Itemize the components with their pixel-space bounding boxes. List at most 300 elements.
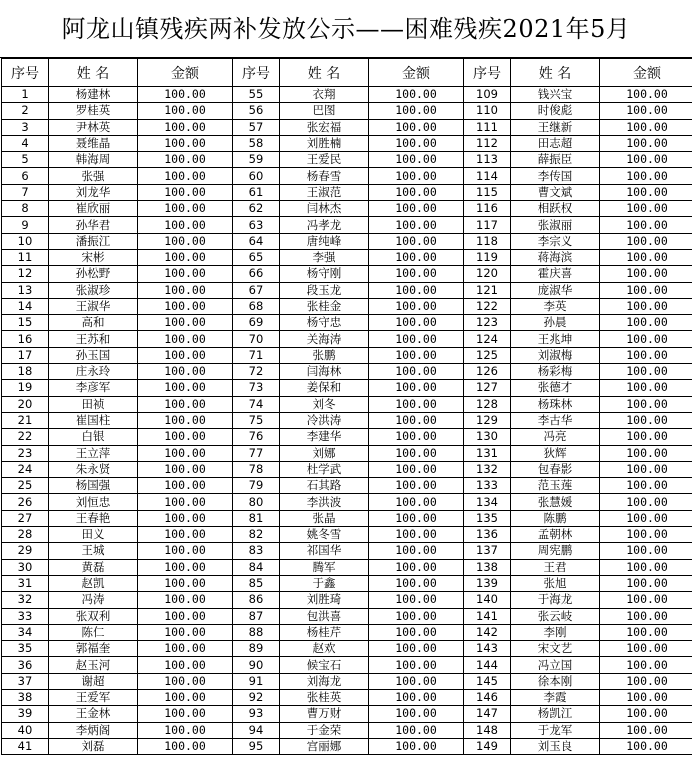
name-cell: 李洪波: [280, 494, 369, 510]
name-cell: 刘胜琦: [280, 592, 369, 608]
amount-cell: 100.00: [369, 380, 464, 396]
seq-cell: 88: [233, 624, 280, 640]
seq-cell: 38: [2, 689, 49, 705]
amount-cell: 100.00: [138, 494, 233, 510]
amount-cell: 100.00: [369, 103, 464, 119]
seq-cell: 110: [464, 103, 511, 119]
name-cell: 王春艳: [49, 510, 138, 526]
table-row: [2, 461, 692, 477]
seq-cell: 124: [464, 331, 511, 347]
amount-cell: 100.00: [369, 641, 464, 657]
amount-cell: 100.00: [138, 412, 233, 428]
name-cell: 曹文斌: [511, 184, 600, 200]
amount-cell: 100.00: [369, 461, 464, 477]
table-row: [2, 266, 692, 282]
amount-cell: 100.00: [138, 510, 233, 526]
amount-cell: 100.00: [138, 738, 233, 754]
name-cell: 赵玉河: [49, 657, 138, 673]
name-cell: 蒋海滨: [511, 249, 600, 265]
table-row: [2, 347, 692, 363]
seq-cell: 11: [2, 249, 49, 265]
seq-cell: 75: [233, 412, 280, 428]
amount-cell: 100.00: [369, 217, 464, 233]
name-cell: 张德才: [511, 380, 600, 396]
amount-cell: 100.00: [369, 478, 464, 494]
amount-cell: 100.00: [600, 396, 692, 412]
table-row: [2, 103, 692, 119]
table-row: [2, 673, 692, 689]
seq-cell: 147: [464, 706, 511, 722]
name-cell: 王爱军: [49, 689, 138, 705]
amount-cell: 100.00: [600, 738, 692, 754]
seq-cell: 73: [233, 380, 280, 396]
amount-cell: 100.00: [138, 657, 233, 673]
name-cell: 刘龙华: [49, 184, 138, 200]
amount-cell: 100.00: [138, 249, 233, 265]
table-row: [2, 135, 692, 151]
seq-cell: 93: [233, 706, 280, 722]
amount-cell: 100.00: [600, 135, 692, 151]
name-cell: 张慧媛: [511, 494, 600, 510]
amount-cell: 100.00: [138, 706, 233, 722]
table-row: [2, 396, 692, 412]
name-cell: 张宏福: [280, 119, 369, 135]
seq-cell: 14: [2, 298, 49, 314]
name-cell: 张淑珍: [49, 282, 138, 298]
name-cell: 杜学武: [280, 461, 369, 477]
page-title: 阿龙山镇残疾两补发放公示——困难残疾2021年5月: [0, 0, 692, 58]
amount-cell: 100.00: [369, 429, 464, 445]
table-row: [2, 510, 692, 526]
amount-cell: 100.00: [369, 119, 464, 135]
seq-cell: 142: [464, 624, 511, 640]
seq-cell: 79: [233, 478, 280, 494]
amount-cell: 100.00: [369, 315, 464, 331]
name-cell: 张桂金: [280, 298, 369, 314]
seq-cell: 140: [464, 592, 511, 608]
seq-cell: 112: [464, 135, 511, 151]
seq-cell: 86: [233, 592, 280, 608]
amount-cell: 100.00: [369, 87, 464, 103]
seq-cell: 25: [2, 478, 49, 494]
amount-cell: 100.00: [600, 233, 692, 249]
name-cell: 孙晨: [511, 315, 600, 331]
table-row: [2, 87, 692, 103]
seq-cell: 87: [233, 608, 280, 624]
amount-cell: 100.00: [138, 87, 233, 103]
name-cell: 刘磊: [49, 738, 138, 754]
name-cell: 于金荣: [280, 722, 369, 738]
seq-cell: 20: [2, 396, 49, 412]
amount-cell: 100.00: [600, 689, 692, 705]
header-name: 姓 名: [49, 59, 138, 87]
seq-cell: 60: [233, 168, 280, 184]
table-row: [2, 412, 692, 428]
name-cell: 孙玉国: [49, 347, 138, 363]
table-row: [2, 282, 692, 298]
header-name: 姓 名: [280, 59, 369, 87]
amount-cell: 100.00: [600, 722, 692, 738]
amount-cell: 100.00: [369, 282, 464, 298]
name-cell: 曹万财: [280, 706, 369, 722]
seq-cell: 68: [233, 298, 280, 314]
name-cell: 王爱民: [280, 152, 369, 168]
name-cell: 聂维晶: [49, 135, 138, 151]
amount-cell: 100.00: [600, 282, 692, 298]
seq-cell: 70: [233, 331, 280, 347]
name-cell: 狄辉: [511, 445, 600, 461]
name-cell: 薛振臣: [511, 152, 600, 168]
amount-cell: 100.00: [138, 282, 233, 298]
seq-cell: 33: [2, 608, 49, 624]
amount-cell: 100.00: [600, 527, 692, 543]
amount-cell: 100.00: [138, 445, 233, 461]
name-cell: 霍庆喜: [511, 266, 600, 282]
amount-cell: 100.00: [138, 347, 233, 363]
name-cell: 陈鹏: [511, 510, 600, 526]
seq-cell: 127: [464, 380, 511, 396]
seq-cell: 62: [233, 201, 280, 217]
amount-cell: 100.00: [369, 168, 464, 184]
name-cell: 候宝石: [280, 657, 369, 673]
seq-cell: 22: [2, 429, 49, 445]
amount-cell: 100.00: [369, 527, 464, 543]
name-cell: 王君: [511, 559, 600, 575]
name-cell: 朱永贤: [49, 461, 138, 477]
table-row: [2, 233, 692, 249]
name-cell: 庄永玲: [49, 364, 138, 380]
seq-cell: 115: [464, 184, 511, 200]
amount-cell: 100.00: [600, 87, 692, 103]
amount-cell: 100.00: [600, 543, 692, 559]
name-cell: 段玉龙: [280, 282, 369, 298]
name-cell: 周宪鹏: [511, 543, 600, 559]
seq-cell: 111: [464, 119, 511, 135]
amount-cell: 100.00: [369, 543, 464, 559]
amount-cell: 100.00: [600, 592, 692, 608]
seq-cell: 13: [2, 282, 49, 298]
name-cell: 刘胜楠: [280, 135, 369, 151]
name-cell: 张晶: [280, 510, 369, 526]
amount-cell: 100.00: [600, 641, 692, 657]
name-cell: 崔国柱: [49, 412, 138, 428]
name-cell: 崔欣丽: [49, 201, 138, 217]
name-cell: 李刚: [511, 624, 600, 640]
table-row: [2, 641, 692, 657]
seq-cell: 69: [233, 315, 280, 331]
amount-cell: 100.00: [369, 266, 464, 282]
amount-cell: 100.00: [600, 152, 692, 168]
amount-cell: 100.00: [369, 559, 464, 575]
name-cell: 王继新: [511, 119, 600, 135]
name-cell: 王苏和: [49, 331, 138, 347]
name-cell: 刘玉良: [511, 738, 600, 754]
seq-cell: 32: [2, 592, 49, 608]
table-row: [2, 380, 692, 396]
name-cell: 赵凯: [49, 575, 138, 591]
amount-cell: 100.00: [138, 315, 233, 331]
amount-cell: 100.00: [369, 494, 464, 510]
seq-cell: 120: [464, 266, 511, 282]
name-cell: 王立萍: [49, 445, 138, 461]
amount-cell: 100.00: [369, 592, 464, 608]
seq-cell: 5: [2, 152, 49, 168]
table-row: [2, 494, 692, 510]
seq-cell: 91: [233, 673, 280, 689]
seq-cell: 119: [464, 249, 511, 265]
name-cell: 赵欢: [280, 641, 369, 657]
header-seq: 序号: [233, 59, 280, 87]
seq-cell: 78: [233, 461, 280, 477]
name-cell: 巴图: [280, 103, 369, 119]
seq-cell: 72: [233, 364, 280, 380]
seq-cell: 18: [2, 364, 49, 380]
name-cell: 钱兴宝: [511, 87, 600, 103]
table-row: [2, 689, 692, 705]
table-row: [2, 657, 692, 673]
amount-cell: 100.00: [369, 608, 464, 624]
seq-cell: 56: [233, 103, 280, 119]
seq-cell: 7: [2, 184, 49, 200]
amount-cell: 100.00: [369, 673, 464, 689]
amount-cell: 100.00: [138, 575, 233, 591]
amount-cell: 100.00: [369, 738, 464, 754]
table-row: [2, 592, 692, 608]
name-cell: 徐本刚: [511, 673, 600, 689]
seq-cell: 148: [464, 722, 511, 738]
header-row: [2, 59, 692, 87]
name-cell: 姜保和: [280, 380, 369, 396]
name-cell: 田义: [49, 527, 138, 543]
seq-cell: 66: [233, 266, 280, 282]
seq-cell: 59: [233, 152, 280, 168]
seq-cell: 55: [233, 87, 280, 103]
seq-cell: 129: [464, 412, 511, 428]
seq-cell: 121: [464, 282, 511, 298]
seq-cell: 30: [2, 559, 49, 575]
name-cell: 杨彩梅: [511, 364, 600, 380]
header-seq: 序号: [464, 59, 511, 87]
name-cell: 高和: [49, 315, 138, 331]
amount-cell: 100.00: [138, 298, 233, 314]
amount-cell: 100.00: [600, 331, 692, 347]
amount-cell: 100.00: [600, 510, 692, 526]
name-cell: 刘淑梅: [511, 347, 600, 363]
seq-cell: 3: [2, 119, 49, 135]
name-cell: 张强: [49, 168, 138, 184]
table-row: [2, 624, 692, 640]
seq-cell: 6: [2, 168, 49, 184]
name-cell: 衣翔: [280, 87, 369, 103]
table-row: [2, 298, 692, 314]
name-cell: 刘海龙: [280, 673, 369, 689]
seq-cell: 84: [233, 559, 280, 575]
seq-cell: 94: [233, 722, 280, 738]
header-amount: 金额: [369, 59, 464, 87]
name-cell: 尹林英: [49, 119, 138, 135]
amount-cell: 100.00: [138, 266, 233, 282]
amount-cell: 100.00: [369, 706, 464, 722]
seq-cell: 81: [233, 510, 280, 526]
amount-cell: 100.00: [138, 608, 233, 624]
amount-cell: 100.00: [138, 135, 233, 151]
seq-cell: 130: [464, 429, 511, 445]
name-cell: 杨春雪: [280, 168, 369, 184]
seq-cell: 85: [233, 575, 280, 591]
amount-cell: 100.00: [138, 624, 233, 640]
table-row: [2, 152, 692, 168]
seq-cell: 143: [464, 641, 511, 657]
name-cell: 潘振江: [49, 233, 138, 249]
amount-cell: 100.00: [600, 298, 692, 314]
amount-cell: 100.00: [600, 445, 692, 461]
table-row: [2, 527, 692, 543]
seq-cell: 61: [233, 184, 280, 200]
table-row: [2, 217, 692, 233]
amount-cell: 100.00: [369, 396, 464, 412]
seq-cell: 149: [464, 738, 511, 754]
name-cell: 相跃权: [511, 201, 600, 217]
amount-cell: 100.00: [369, 135, 464, 151]
amount-cell: 100.00: [600, 184, 692, 200]
seq-cell: 131: [464, 445, 511, 461]
name-cell: 张淑丽: [511, 217, 600, 233]
seq-cell: 40: [2, 722, 49, 738]
seq-cell: 64: [233, 233, 280, 249]
amount-cell: 100.00: [600, 429, 692, 445]
name-cell: 白银: [49, 429, 138, 445]
name-cell: 王淑华: [49, 298, 138, 314]
amount-cell: 100.00: [600, 103, 692, 119]
amount-cell: 100.00: [369, 331, 464, 347]
amount-cell: 100.00: [138, 461, 233, 477]
name-cell: 范玉莲: [511, 478, 600, 494]
amount-cell: 100.00: [369, 249, 464, 265]
seq-cell: 90: [233, 657, 280, 673]
amount-cell: 100.00: [369, 201, 464, 217]
seq-cell: 122: [464, 298, 511, 314]
amount-cell: 100.00: [600, 168, 692, 184]
name-cell: 冯孝龙: [280, 217, 369, 233]
table-row: [2, 201, 692, 217]
roster-table: [1, 58, 692, 755]
amount-cell: 100.00: [600, 657, 692, 673]
name-cell: 李霞: [511, 689, 600, 705]
amount-cell: 100.00: [369, 624, 464, 640]
seq-cell: 125: [464, 347, 511, 363]
name-cell: 包洪喜: [280, 608, 369, 624]
amount-cell: 100.00: [600, 575, 692, 591]
seq-cell: 23: [2, 445, 49, 461]
amount-cell: 100.00: [600, 494, 692, 510]
table-row: [2, 575, 692, 591]
name-cell: 时俊彪: [511, 103, 600, 119]
amount-cell: 100.00: [138, 641, 233, 657]
amount-cell: 100.00: [600, 559, 692, 575]
amount-cell: 100.00: [600, 412, 692, 428]
seq-cell: 133: [464, 478, 511, 494]
seq-cell: 36: [2, 657, 49, 673]
seq-cell: 145: [464, 673, 511, 689]
table-row: [2, 559, 692, 575]
amount-cell: 100.00: [138, 184, 233, 200]
name-cell: 闫林杰: [280, 201, 369, 217]
amount-cell: 100.00: [138, 168, 233, 184]
seq-cell: 76: [233, 429, 280, 445]
name-cell: 于龙军: [511, 722, 600, 738]
amount-cell: 100.00: [369, 298, 464, 314]
amount-cell: 100.00: [138, 201, 233, 217]
amount-cell: 100.00: [369, 184, 464, 200]
seq-cell: 71: [233, 347, 280, 363]
amount-cell: 100.00: [138, 380, 233, 396]
name-cell: 宫丽娜: [280, 738, 369, 754]
table-row: [2, 706, 692, 722]
name-cell: 包春影: [511, 461, 600, 477]
name-cell: 杨守忠: [280, 315, 369, 331]
seq-cell: 65: [233, 249, 280, 265]
amount-cell: 100.00: [369, 445, 464, 461]
amount-cell: 100.00: [369, 233, 464, 249]
amount-cell: 100.00: [138, 396, 233, 412]
table-row: [2, 543, 692, 559]
table-row: [2, 315, 692, 331]
name-cell: 张双利: [49, 608, 138, 624]
seq-cell: 136: [464, 527, 511, 543]
seq-cell: 116: [464, 201, 511, 217]
name-cell: 孙松野: [49, 266, 138, 282]
name-cell: 杨守刚: [280, 266, 369, 282]
seq-cell: 80: [233, 494, 280, 510]
name-cell: 石其路: [280, 478, 369, 494]
seq-cell: 123: [464, 315, 511, 331]
name-cell: 王金林: [49, 706, 138, 722]
name-cell: 杨凯江: [511, 706, 600, 722]
seq-cell: 89: [233, 641, 280, 657]
name-cell: 李古华: [511, 412, 600, 428]
name-cell: 祁国华: [280, 543, 369, 559]
table-row: [2, 608, 692, 624]
amount-cell: 100.00: [369, 412, 464, 428]
amount-cell: 100.00: [600, 624, 692, 640]
seq-cell: 74: [233, 396, 280, 412]
name-cell: 张旭: [511, 575, 600, 591]
seq-cell: 118: [464, 233, 511, 249]
name-cell: 韩海周: [49, 152, 138, 168]
amount-cell: 100.00: [369, 689, 464, 705]
name-cell: 罗桂英: [49, 103, 138, 119]
amount-cell: 100.00: [600, 608, 692, 624]
name-cell: 王兆坤: [511, 331, 600, 347]
seq-cell: 15: [2, 315, 49, 331]
seq-cell: 29: [2, 543, 49, 559]
name-cell: 冷洪涛: [280, 412, 369, 428]
seq-cell: 67: [233, 282, 280, 298]
name-cell: 腾军: [280, 559, 369, 575]
amount-cell: 100.00: [138, 233, 233, 249]
seq-cell: 2: [2, 103, 49, 119]
amount-cell: 100.00: [600, 673, 692, 689]
table-row: [2, 722, 692, 738]
amount-cell: 100.00: [369, 510, 464, 526]
name-cell: 于鑫: [280, 575, 369, 591]
name-cell: 冯亮: [511, 429, 600, 445]
amount-cell: 100.00: [138, 689, 233, 705]
name-cell: 孟朝林: [511, 527, 600, 543]
seq-cell: 41: [2, 738, 49, 754]
table-row: [2, 445, 692, 461]
name-cell: 谢超: [49, 673, 138, 689]
